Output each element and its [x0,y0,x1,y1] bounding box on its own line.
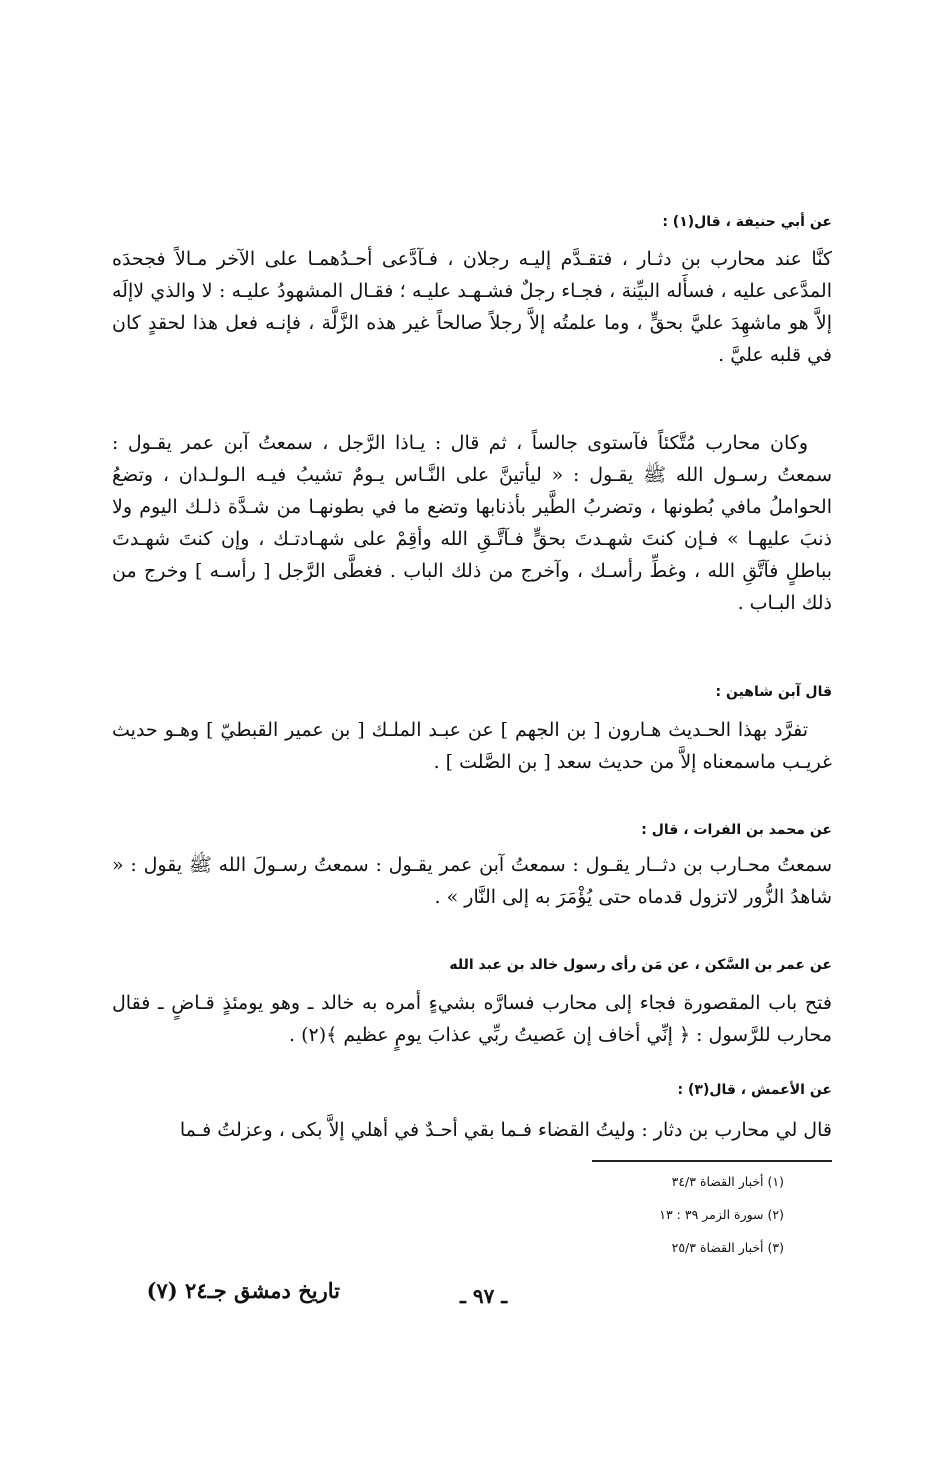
section-3-paragraph: سمعتُ محـارب بن دثــار يقـول : سمعتُ آبن عمر يقـول : سمعتُ رسـولَ الله ﷺ يقول : « شاهدُ الزُّور لاتزول قدماه حتى يُؤْمَرَ به إلى النَّار » . [112,854,832,908]
section-3-heading: عن محمد بن الفرات ، قال : [641,822,832,838]
section-1-paragraph-1: كنَّا عند محارب بن دثـار ، فتقـدَّم إليـه رجلان ، فـآدَّعى أحـدُهمـا على الآخر مـالاً فجحدَه المدَّعى عليه ، فسأَله البيِّنة ، فجـاء رجلٌ فشـهـد عليـه ؛ فقـال المشهودُ عليـه : لا والذي لاإلَه إلاَّ هو ماشهِدَ عليَّ بحقٍّ ، وما علمتُه إلاَّ رجلاً صالحاً غير هذه الزَّلَّة ، فإنـه فعل هذا لحقدٍ كان في قلبه عليَّ . [112,248,832,366]
section-2-paragraph: تفرَّد بهذا الحـديث هـارون [ بن الجهم ] عن عبـد الملـك [ بن عمير القبطيّ ] وهـو حديث غريـب ماسمعناه إلاَّ من حديث سعد [ بن الصَّلت ] . [112,719,832,773]
running-title: تاريخ دمشق جـ٢٤ (٧) [146,1278,340,1303]
section-4-heading: عن عمر بن السَّكن ، عن مَن رأى رسول خالد بن عبد الله [449,957,832,973]
section-1-heading: عن أبي حنيفة ، قال(١) : [662,214,832,230]
footnote-1: (١) أخبار القضاة ٣٤/٣ [671,1174,784,1189]
section-5-paragraph: قال لي محارب بن دثار : وليتُ القضاء فـما بقي أحـدٌ في أهلي إلاَّ بكى ، وعزلتُ فـما [179,1119,832,1141]
section-1-paragraph-2: وكان محارب مُتَّكئاً فآستوى جالساً ، ثم قال : يـاذا الرَّجل ، سمعتُ آبن عمر يقـول : سمعتُ رسـول الله ﷺ يقـول : « ليأتينَّ على النَّـاس يـومٌ تشيبُ فيـه الـولـدان ، وتضعُ الحواملُ مافي بُطونها ، وتضربُ الطَّير بأذنابها وتضع ما في بطونهـا من شـدَّة ذلـك اليوم ولا ذنبَ عليهـا » فـإن كنتَ شهـدتَ بحقٍّ فـآتَّـقِ الله وأقِمْ على شهـادتـك ، وإن كنتَ شهـدتَ بباطلٍ فآتَّقِ الله ، وغطِّ رأسـك ، وآخرج من ذلك الباب . فغطَّى الرَّجل [ رأسـه ] وخرج من ذلك البـاب . [112,432,832,614]
footnote-separator [592,1160,832,1162]
section-5-heading: عن الأعمش ، قال(٣) : [677,1082,832,1098]
footnote-3: (٣) أخبار القضاة ٢٥/٣ [671,1240,784,1255]
page-number: ـ ٩٧ ـ [460,1284,508,1308]
section-2-heading: قال آبن شاهين : [715,684,832,700]
section-4-paragraph: فتح باب المقصورة فجاء إلى محارب فسارَّه بشيءٍ أمره به خالد ـ وهو يومئذٍ قـاضٍ ـ فقال محارب للرَّسول : ﴿ إنِّي أخاف إن عَصيتُ ربِّي عذابَ يومٍ عظيم ﴾(٢) . [112,992,832,1046]
footnote-2: (٢) سورة الزمر ٣٩ : ١٣ [659,1207,784,1222]
